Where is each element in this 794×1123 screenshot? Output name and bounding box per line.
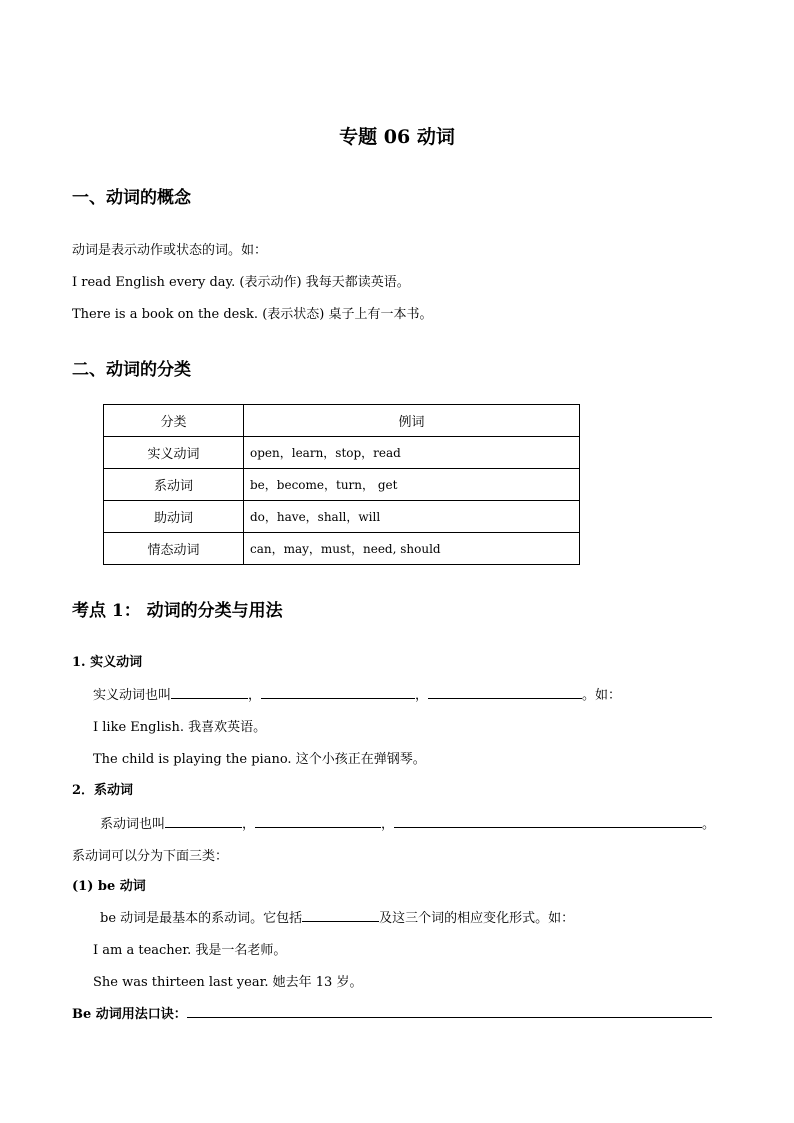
notional-verb-example-1: I like English. 我喜欢英语。 — [93, 720, 267, 735]
be-verb-desc-prefix: be 动词是最基本的系动词。它包括 — [100, 911, 303, 926]
table-row — [104, 533, 580, 565]
section-heading-classification: 二、动词的分类 — [72, 360, 191, 380]
verb-classification-table — [103, 404, 580, 565]
concept-intro: 动词是表示动作或状态的词。如： — [72, 243, 268, 258]
fill-line-separator: ， — [381, 817, 395, 832]
table-cell-category: 实义动词 — [104, 437, 244, 469]
blank-field[interactable] — [428, 685, 582, 699]
blank-field[interactable] — [165, 814, 242, 828]
be-verb-desc-suffix: 及这三个词的相应变化形式。如： — [379, 911, 575, 926]
page-title: 专题 06 动词 — [339, 126, 455, 148]
fill-line-suffix: 。如： — [582, 688, 622, 703]
table-cell-category: 助动词 — [104, 501, 244, 533]
be-verb-rhyme-label: Be 动词用法口诀： — [72, 1007, 187, 1022]
blank-field[interactable] — [261, 685, 415, 699]
fill-line-suffix: 。 — [702, 817, 716, 832]
concept-example-state: There is a book on the desk. (表示状态) 桌子上有一本书。 — [72, 307, 433, 322]
fill-line-separator: ， — [242, 817, 256, 832]
table-cell-examples: do，have，shall，will — [244, 501, 580, 533]
kaodian-heading: 考点 1： 动词的分类与用法 — [72, 601, 283, 621]
sub-heading-linking-verb: 2．系动词 — [72, 783, 134, 798]
fill-line-prefix: 系动词也叫 — [100, 817, 166, 832]
sub-heading-notional-verb: 1. 实义动词 — [72, 655, 143, 670]
notional-verb-example-2: The child is playing the piano. 这个小孩正在弹钢琴。 — [93, 752, 426, 767]
table-header-examples: 例词 — [244, 405, 580, 437]
table-cell-examples: can，may，must，need, should — [244, 533, 580, 565]
table-cell-category: 系动词 — [104, 469, 244, 501]
table-cell-examples: open，learn，stop，read — [244, 437, 580, 469]
linking-verb-fill-line — [100, 813, 715, 832]
blank-field[interactable] — [302, 908, 379, 922]
concept-example-action: I read English every day. (表示动作) 我每天都读英语。 — [72, 275, 410, 290]
fill-line-prefix: 实义动词也叫 — [93, 688, 172, 703]
blank-field[interactable] — [394, 814, 702, 828]
table-header-category: 分类 — [104, 405, 244, 437]
table-row — [104, 469, 580, 501]
blank-field[interactable] — [171, 685, 248, 699]
be-verb-heading: (1) be 动词 — [72, 879, 146, 894]
table-header-row — [104, 405, 580, 437]
blank-field[interactable] — [255, 814, 381, 828]
be-verb-rhyme-line — [72, 1003, 712, 1022]
table-row — [104, 501, 580, 533]
table-cell-examples: be，become，turn， get — [244, 469, 580, 501]
section-heading-concept: 一、动词的概念 — [72, 188, 191, 208]
be-verb-description — [100, 907, 574, 926]
table-row — [104, 437, 580, 469]
table-cell-category: 情态动词 — [104, 533, 244, 565]
be-verb-example-1: I am a teacher. 我是一名老师。 — [93, 943, 287, 958]
fill-line-separator: ， — [248, 688, 262, 703]
fill-line-separator: ， — [415, 688, 429, 703]
be-verb-example-2: She was thirteen last year. 她去年 13 岁。 — [93, 975, 363, 990]
linking-verb-intro: 系动词可以分为下面三类： — [72, 849, 229, 864]
blank-field[interactable] — [187, 1004, 712, 1018]
notional-verb-fill-line — [93, 684, 621, 703]
